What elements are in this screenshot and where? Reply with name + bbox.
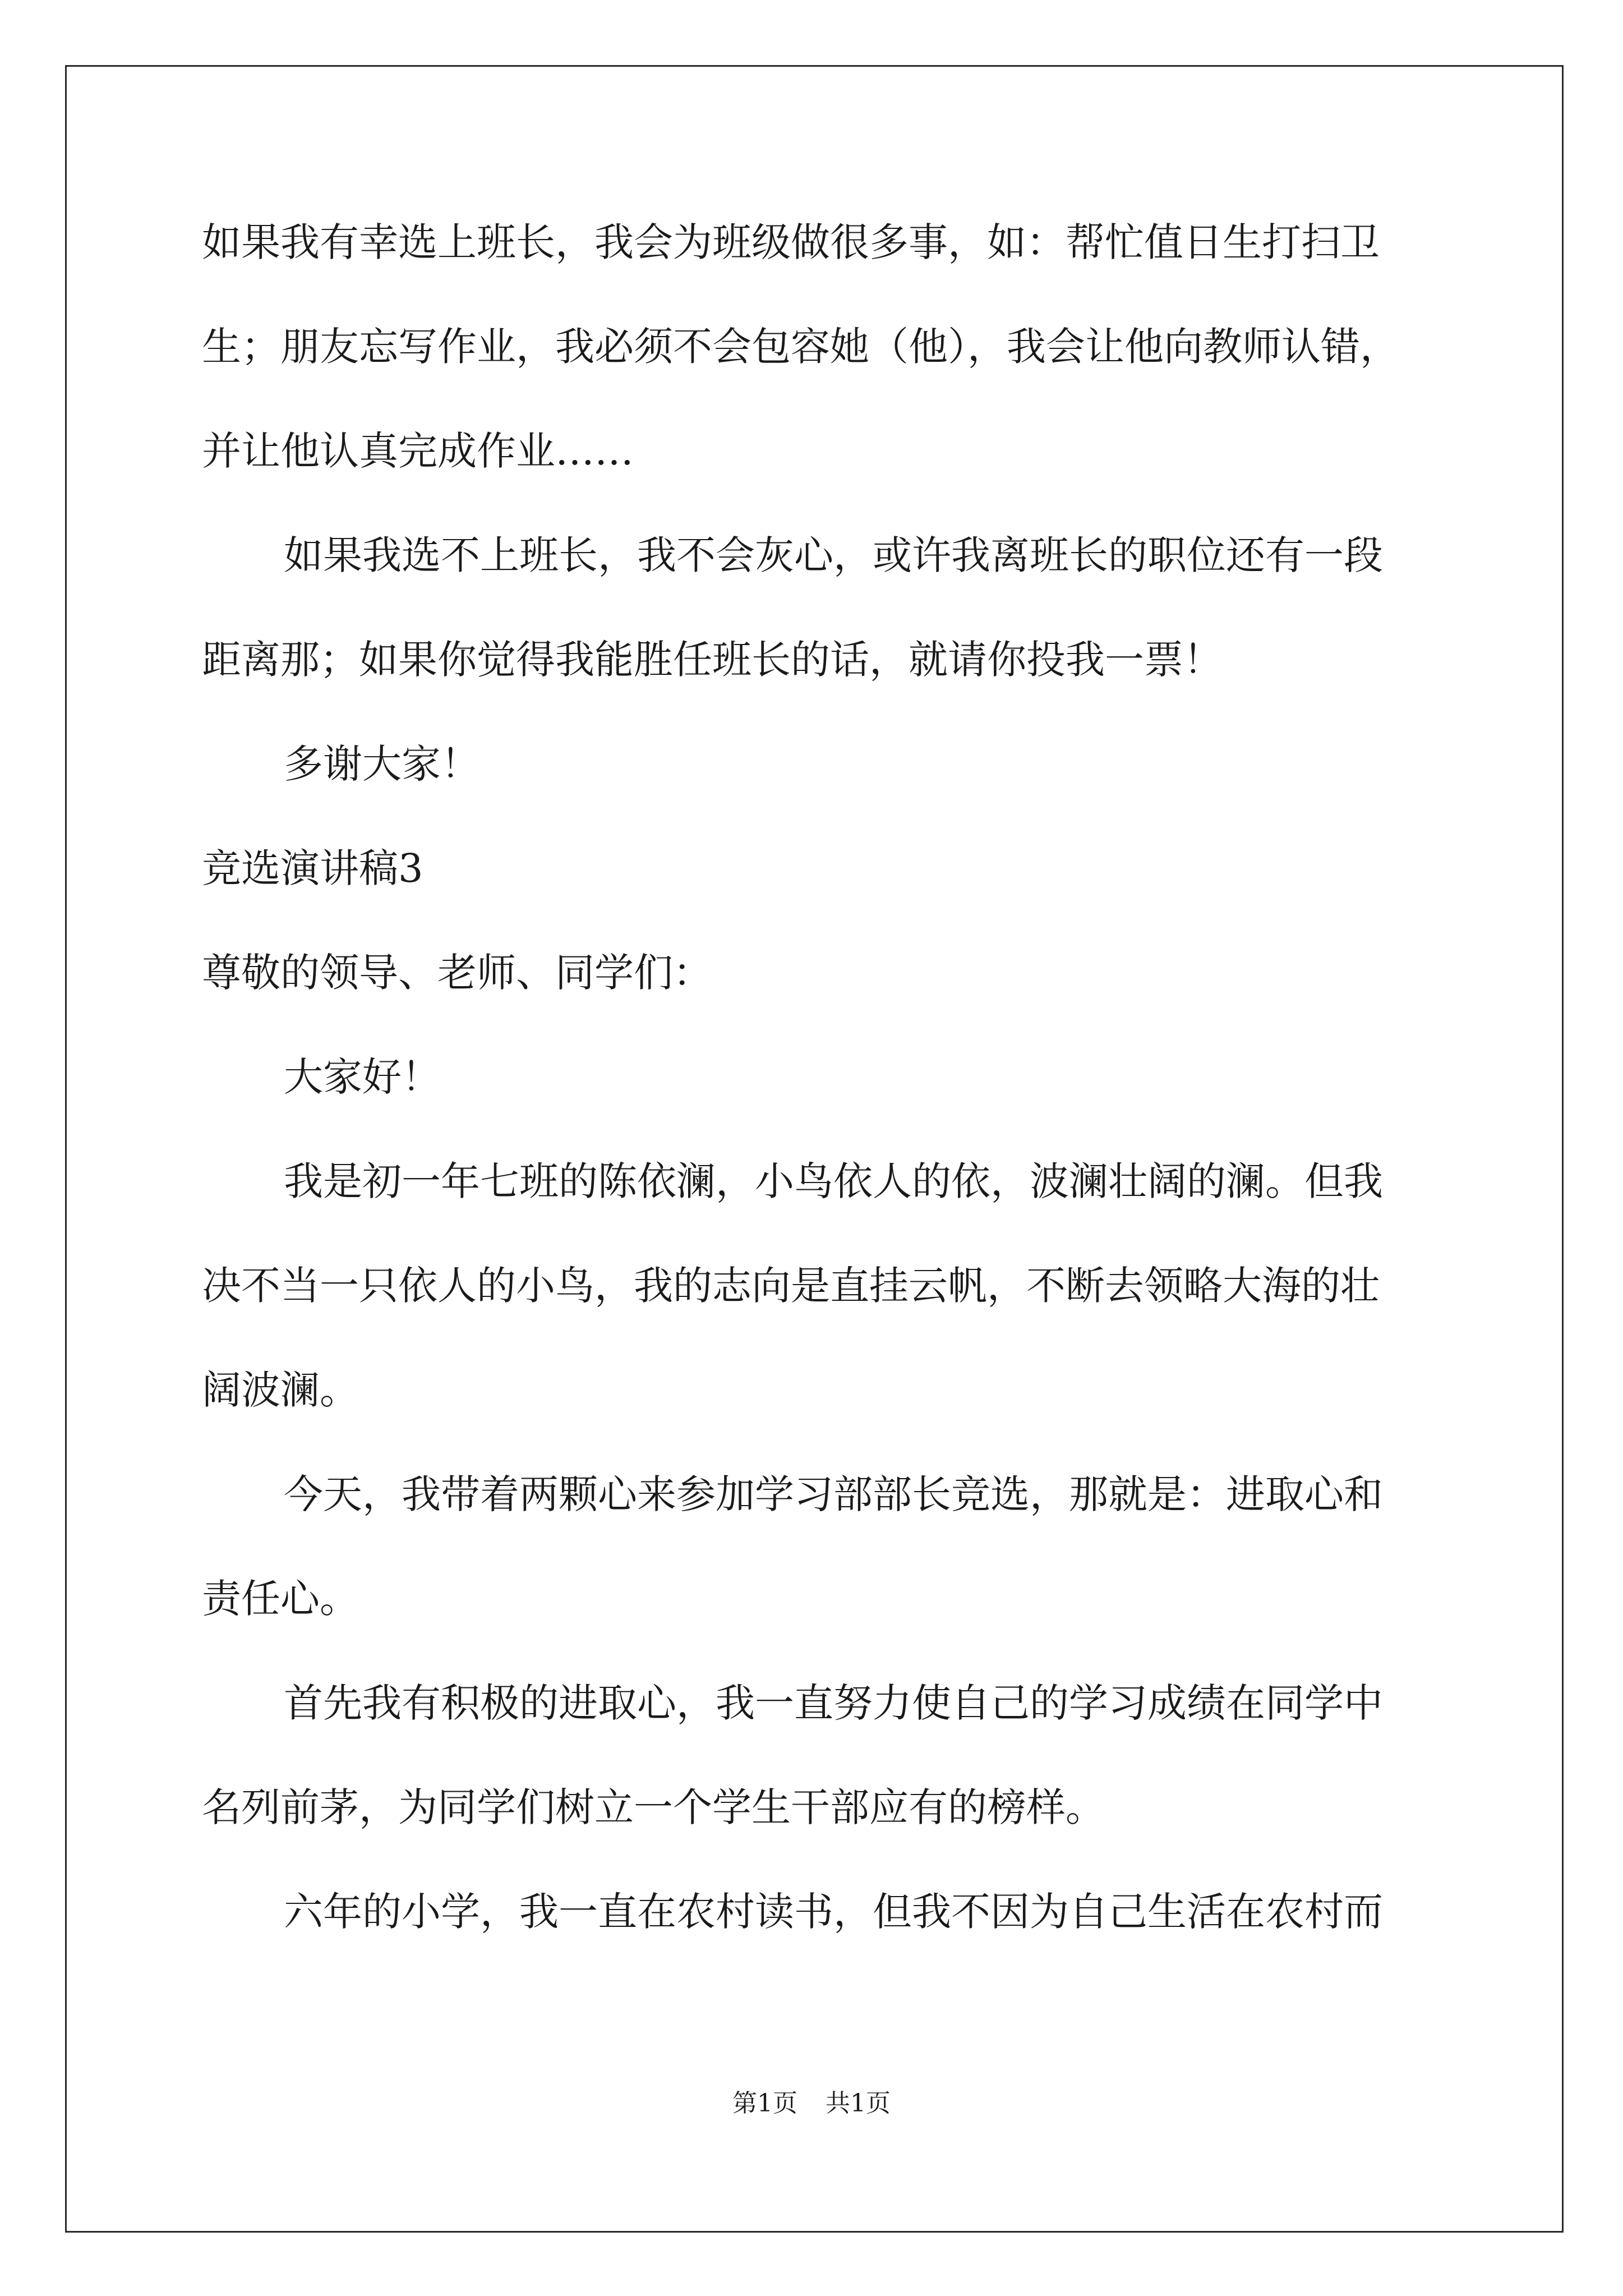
paragraph-line: 名列前茅，为同学们树立一个学生干部应有的榜样。 [202, 1784, 1105, 1830]
paragraph-line: 生；朋友忘写作业，我必须不会包容她（他），我会让他向教师认错， [202, 324, 1399, 370]
page-number: 第1页 [732, 2089, 797, 2118]
paragraph-line: 今天，我带着两颗心来参加学习部部长竞选，那就是：进取心和 [284, 1471, 1383, 1517]
page-footer [0, 2087, 1623, 2120]
paragraph-line: 首先我有积极的进取心，我一直努力使自己的学习成绩在同学中 [284, 1680, 1383, 1726]
paragraph-line: 如果我选不上班长，我不会灰心，或许我离班长的职位还有一段 [284, 532, 1383, 578]
paragraph-line: 大家好！ [284, 1054, 441, 1100]
paragraph-line: 并让他认真完成作业…… [202, 428, 634, 474]
paragraph-line: 如果我有幸选上班长，我会为班级做很多事，如：帮忙值日生打扫卫 [202, 219, 1380, 265]
section-title: 竞选演讲稿3 [202, 845, 423, 891]
paragraph-line: 决不当一只依人的小鸟，我的志向是直挂云帆，不断去领略大海的壮 [202, 1263, 1380, 1309]
paragraph-line: 我是初一年七班的陈依澜，小鸟依人的依，波澜壮阔的澜。但我 [284, 1158, 1383, 1204]
paragraph-line: 六年的小学，我一直在农村读书，但我不因为自己生活在农村而 [284, 1889, 1383, 1935]
salutation: 尊敬的领导、老师、同学们： [202, 950, 712, 996]
paragraph-line: 多谢大家！ [284, 741, 480, 787]
paragraph-line: 阔波澜。 [202, 1367, 359, 1413]
paragraph-line: 距离那；如果你觉得我能胜任班长的话，就请你投我一票！ [202, 637, 1223, 683]
paragraph-line: 责任心。 [202, 1576, 359, 1622]
page-total: 共1页 [826, 2089, 891, 2118]
